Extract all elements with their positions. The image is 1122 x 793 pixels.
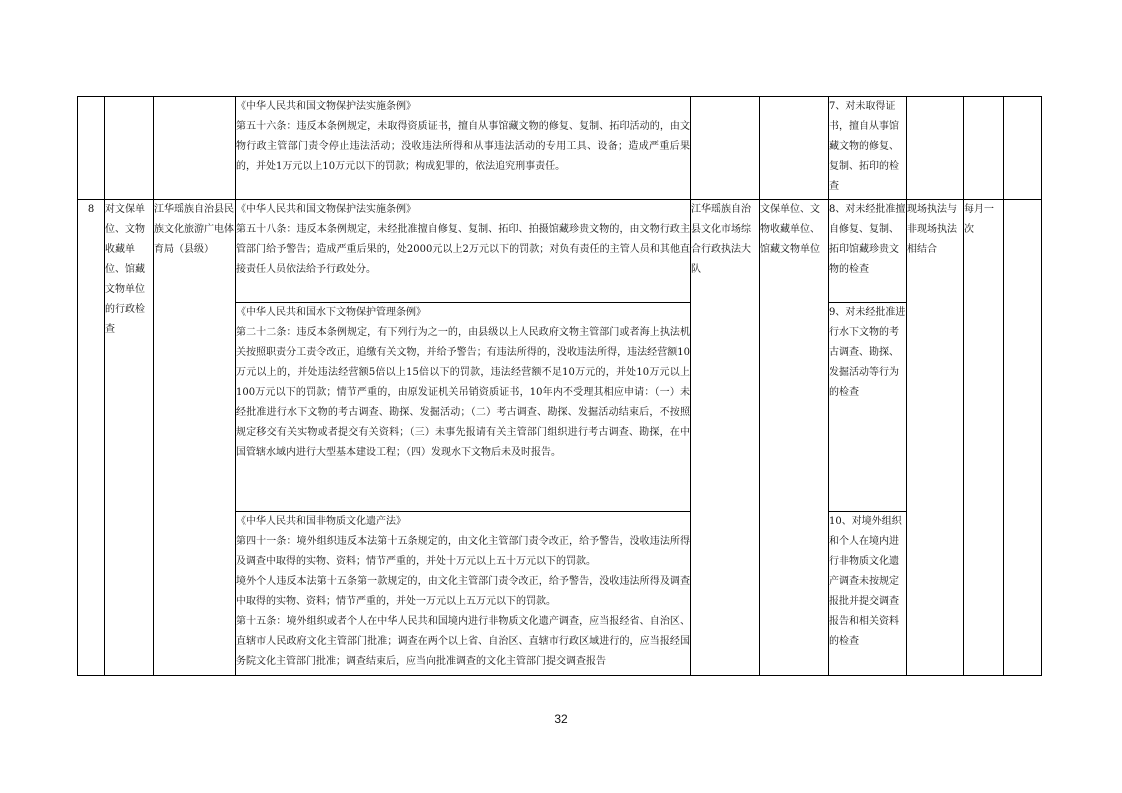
cell-check-item: 9、对未经批准进行水下文物的考古调查、勘探、发掘活动等行为的检查 <box>829 303 907 512</box>
row-number: 8 <box>87 204 95 215</box>
cell-frequency-empty <box>964 97 1004 200</box>
cell-method-empty <box>907 97 964 200</box>
cell-department-empty <box>154 97 236 200</box>
law-text-1: 第四十一条：境外组织违反本法第十五条规定的，由文化主管部门责令改正，给予警告，没收违法所得及调查中取得的实物、资料；情节严重的，并处十万元以上五十万元以下的罚款。 <box>236 536 690 567</box>
table-row-8 <box>78 200 1042 303</box>
cell-check-item: 8、对未经批准擅自修复、复制、拓印馆藏珍贵文物的检查 <box>829 200 907 303</box>
cell-remark <box>1004 200 1042 676</box>
cell-executor-empty <box>691 97 760 200</box>
executor-text: 江华瑶族自治县文化市场综合行政执法大队 <box>691 204 751 275</box>
cell-number-empty <box>78 97 105 200</box>
cell-department <box>154 200 236 676</box>
law-text: 第五十六条：违反本条例规定，未取得资质证书，擅自从事馆藏文物的修复、复制、拓印活动的，由文物行政主管部门责令停止违法活动；没收违法所得和从事违法活动的专用工具、设备；造成严重后果的，并处1万元以上10万元以下的罚款；构成犯罪的，依法追究刑事责任。 <box>236 121 690 172</box>
law-text-3: 第十五条：境外组织或者个人在中华人民共和国境内进行非物质文化遗产调查，应当报经省、自治区、直辖市人民政府文化主管部门批准；调查在两个以上省、自治区、直辖市行政区域进行的，应当报经国务院文化主管部门批准；调查结束后，应当向批准调查的文化主管部门提交调查报告 <box>236 616 690 667</box>
cell-category-empty <box>105 97 154 200</box>
table-row-previous <box>78 97 1042 200</box>
cell-remark-empty <box>1004 97 1042 200</box>
department-text: 江华瑶族自治县民族文化旅游广电体育局（县级） <box>154 204 234 255</box>
law-text: 第二十二条：违反本条例规定，有下列行为之一的，由县级以上人民政府文物主管部门或者海上执法机关按照职责分工责令改正，追缴有关文物，并给予警告；有违法所得的，没收违法所得，违法经营额10万元以上的，并处违法经营额5倍以上15倍以下的罚款，违法经营额不足10万元的，并处10万元以上100万元以下的罚款；情节严重的，由原发证机关吊销资质证书，10年内不受理其相应申请：（一）未经批准进行水下文物的考古调查、勘探、发掘活动；（二）考古调查、勘探、发掘活动结束后，不按照规定移交有关实物或者提交有关资料；（三）未事先报请有关主管部门组织进行考古调查、勘探，在中国管辖水域内进行大型基本建设工程；（四）发现水下文物后未及时报告。 <box>236 327 690 458</box>
object-text: 文保单位、文物收藏单位、馆藏文物单位 <box>760 204 820 255</box>
cell-executor <box>691 200 760 676</box>
cell-object <box>760 200 829 676</box>
method-text: 现场执法与非现场执法相结合 <box>907 204 957 255</box>
cell-object-empty <box>760 97 829 200</box>
law-title: 《中华人民共和国文物保护法实施条例》 <box>236 101 416 112</box>
cell-law-basis <box>236 200 691 303</box>
cell-category <box>105 200 154 676</box>
page-number: 32 <box>554 712 568 726</box>
law-title: 《中华人民共和国非物质文化遗产法》 <box>236 516 406 527</box>
cell-method <box>907 200 964 676</box>
cell-check-item: 7、对未取得证书，擅自从事馆藏文物的修复、复制、拓印的检查 <box>829 97 907 200</box>
law-title: 《中华人民共和国水下文物保护管理条例》 <box>236 307 426 318</box>
cell-number <box>78 200 105 676</box>
frequency-text: 每月一次 <box>964 204 994 235</box>
law-title: 《中华人民共和国文物保护法实施条例》 <box>236 204 416 215</box>
cell-frequency <box>964 200 1004 676</box>
cell-law-basis <box>236 97 691 200</box>
category-text: 对文保单位、文物收藏单位、馆藏文物单位的行政检查 <box>105 204 145 335</box>
cell-law-basis <box>236 303 691 512</box>
enforcement-table <box>77 96 1042 676</box>
law-text-2: 境外个人违反本法第十五条第一款规定的，由文化主管部门责令改正，给予警告，没收违法所得及调查中取得的实物、资料；情节严重的，并处一万元以上五万元以下的罚款。 <box>236 576 690 607</box>
law-text: 第五十八条：违反本条例规定，未经批准擅自修复、复制、拓印、拍摄馆藏珍贵文物的，由文物行政主管部门给予警告；造成严重后果的，处2000元以上2万元以下的罚款；对负有责任的主管人员和其他直接责任人员依法给予行政处分。 <box>236 224 690 275</box>
cell-check-item: 10、对境外组织和个人在境内进行非物质文化遗产调查未按规定报批并提交调查报告和相关资料的检查 <box>829 512 907 676</box>
cell-law-basis <box>236 512 691 676</box>
